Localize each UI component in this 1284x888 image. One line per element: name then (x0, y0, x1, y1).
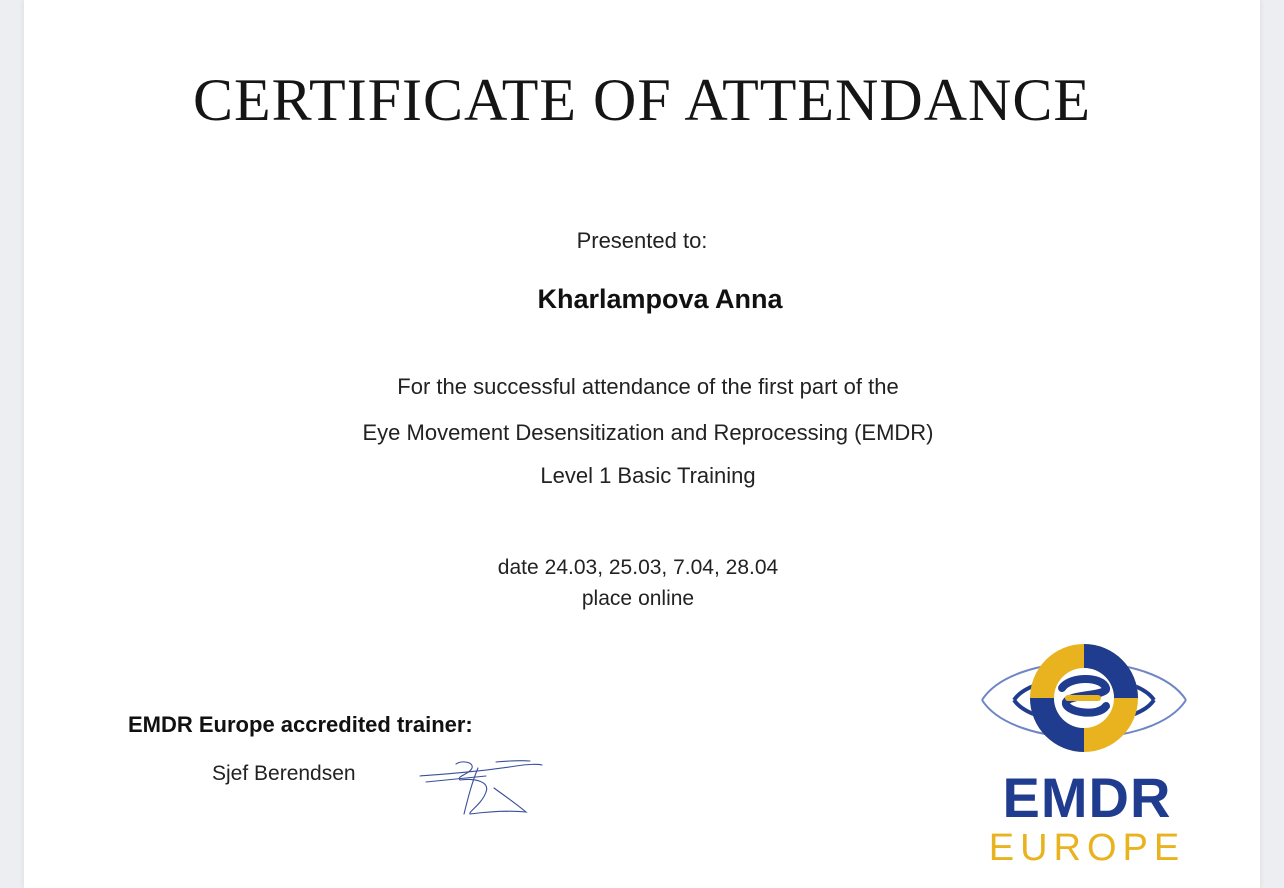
description-line-2: Eye Movement Desensitization and Reprocessing (EMDR) (362, 420, 934, 445)
place-label: place (581, 587, 633, 610)
signature-image (416, 752, 546, 822)
presented-to-label: Presented to: (576, 228, 708, 253)
date-value: 24.03, 25.03, 7.04, 28.04 (544, 556, 779, 579)
description-line-1: For the successful attendance of the first part of the (397, 374, 899, 399)
description-line-3: Level 1 Basic Training (540, 463, 756, 488)
place-value: online (638, 587, 695, 610)
place-line (24, 587, 1252, 611)
logo-wordmark: EMDR (1002, 766, 1172, 829)
certificate-page (24, 0, 1260, 888)
logo-subtitle: EUROPE (988, 827, 1186, 869)
date-label: date (497, 556, 539, 579)
recipient-name: Kharlampova Anna (537, 284, 783, 314)
certificate-title: CERTIFICATE OF ATTENDANCE (192, 67, 1092, 133)
trainer-label: EMDR Europe accredited trainer: (128, 712, 473, 737)
date-line (24, 556, 1252, 580)
trainer-name: Sjef Berendsen (212, 762, 356, 785)
